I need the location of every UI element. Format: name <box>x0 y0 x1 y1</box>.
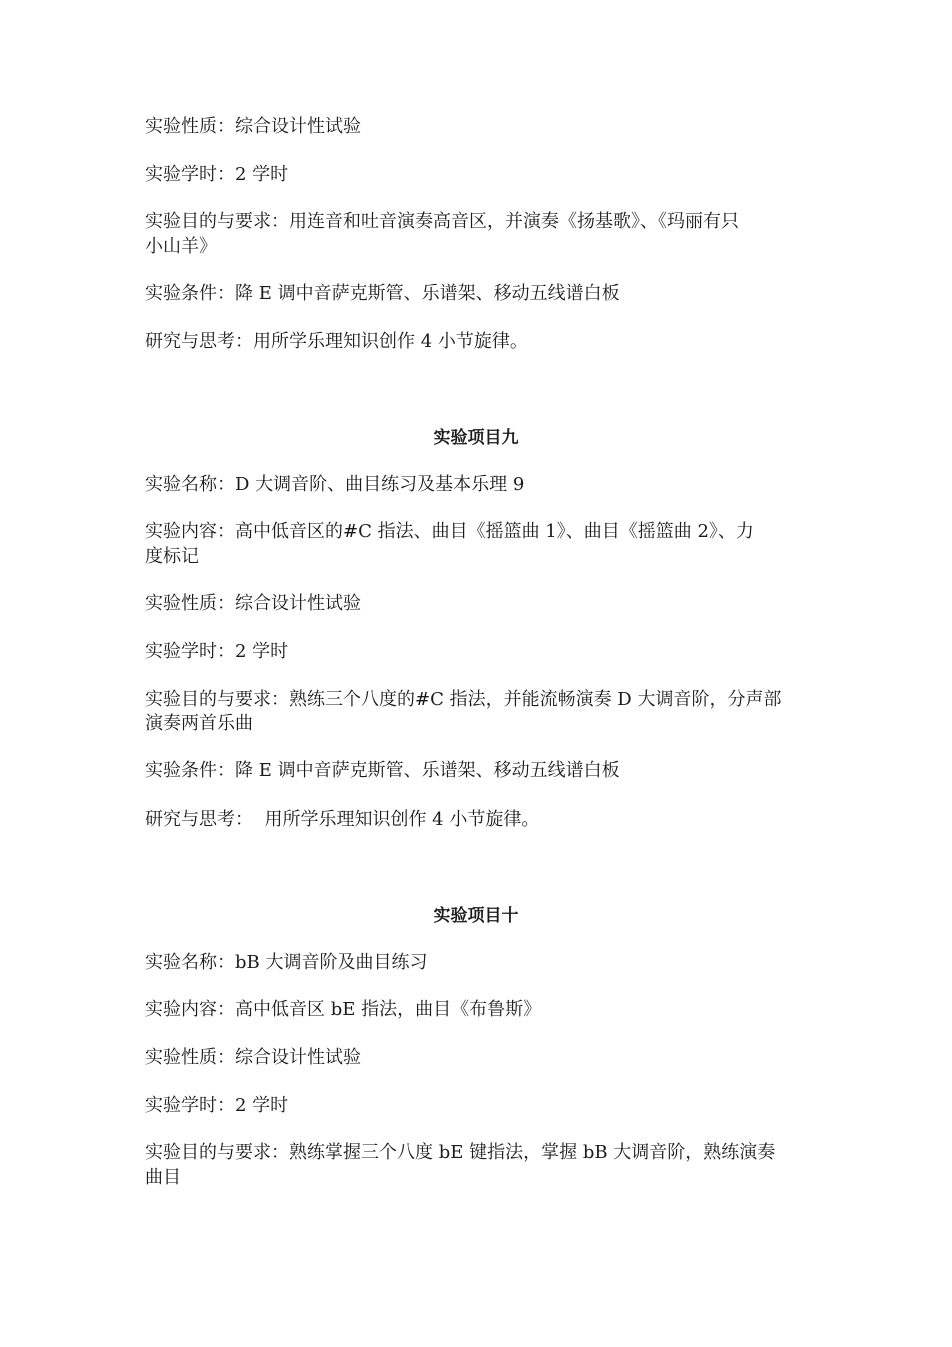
project-10-heading: 实验项目十 <box>433 906 519 926</box>
project-9-goal-line2: 演奏两首乐曲 <box>145 713 253 734</box>
experiment-research: 研究与思考：用所学乐理知识创作 4 小节旋律。 <box>145 331 528 352</box>
project-9-content-line2: 度标记 <box>145 546 199 567</box>
project-10-content: 实验内容：高中低音区 bE 指法，曲目《布鲁斯》 <box>145 999 542 1020</box>
experiment-goal-line2: 小山羊》 <box>145 236 217 257</box>
project-9-nature: 实验性质：综合设计性试验 <box>145 593 361 614</box>
project-9-conditions: 实验条件：降 E 调中音萨克斯管、乐谱架、移动五线谱白板 <box>145 760 620 781</box>
project-9-research: 研究与思考： 用所学乐理知识创作 4 小节旋律。 <box>145 809 540 830</box>
project-9-hours: 实验学时：2 学时 <box>145 641 289 662</box>
project-10-hours: 实验学时：2 学时 <box>145 1095 289 1116</box>
project-9-content-line1: 实验内容：高中低音区的#C 指法、曲目《摇篮曲 1》、曲目《摇篮曲 2》、力 <box>145 521 754 542</box>
project-9-goal-line1: 实验目的与要求：熟练三个八度的#C 指法，并能流畅演奏 D 大调音阶，分声部 <box>145 689 782 710</box>
experiment-conditions: 实验条件：降 E 调中音萨克斯管、乐谱架、移动五线谱白板 <box>145 283 620 304</box>
project-10-nature: 实验性质：综合设计性试验 <box>145 1047 361 1068</box>
project-9-name: 实验名称：D 大调音阶、曲目练习及基本乐理 9 <box>145 474 525 495</box>
project-10-goal-line2: 曲目 <box>145 1167 181 1188</box>
experiment-hours: 实验学时：2 学时 <box>145 164 289 185</box>
experiment-goal-line1: 实验目的与要求：用连音和吐音演奏高音区，并演奏《扬基歌》、《玛丽有只 <box>145 211 739 232</box>
project-10-goal-line1: 实验目的与要求：熟练掌握三个八度 bE 键指法，掌握 bB 大调音阶，熟练演奏 <box>145 1142 776 1163</box>
project-9-heading: 实验项目九 <box>433 428 519 448</box>
experiment-nature: 实验性质：综合设计性试验 <box>145 116 361 137</box>
project-10-name: 实验名称：bB 大调音阶及曲目练习 <box>145 952 428 973</box>
